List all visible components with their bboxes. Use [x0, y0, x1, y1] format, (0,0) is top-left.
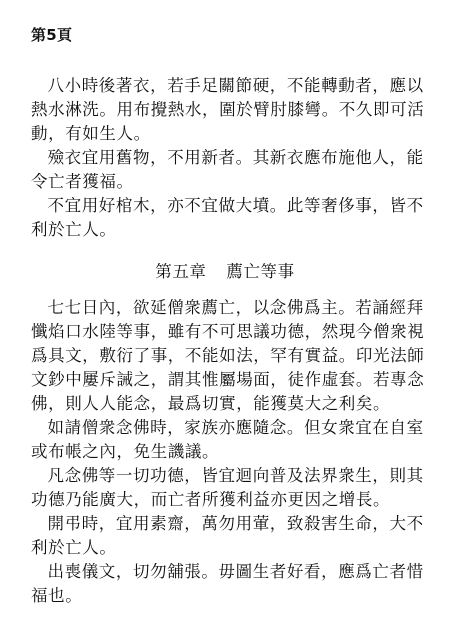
paragraph-coffin: 不宜用好棺木，亦不宜做大墳。此等奢侈事，皆不利於亡人。 — [31, 196, 424, 239]
page-number: 第5頁 — [31, 26, 73, 44]
chapter-number: 第五章 — [155, 262, 207, 281]
paragraph-memorial: 開弔時，宜用素齋，萬勿用葷，致殺害生命，大不利於亡人。 — [31, 514, 424, 557]
paragraph-dressing: 八小時後著衣，若手足關節硬，不能轉動者，應以熱水淋洗。用布攪熱水，圍於臂肘膝彎。不久即可活動，有如生人。 — [31, 76, 425, 143]
paragraph-recitation: 七七日內，欲延僧衆薦亡，以念佛爲主。若誦經拜懺焰口水陸等事，雖有不可思議功德，然現今僧衆視爲具文，敷衍了事，不能如法，罕有實益。印光法師文鈔中屢斥誡之，謂其惟屬場面，徒作虛套。若專念佛，則人人能念，最爲切實，能獲莫大之利矣。 — [31, 298, 425, 413]
chapter-title-text: 薦亡等事 — [226, 262, 295, 281]
paragraph-family-chanting: 如請僧衆念佛時，家族亦應隨念。但女衆宜在自室或布帳之內，免生譏議。 — [31, 418, 424, 461]
paragraph-burial-clothes: 殮衣宜用舊物，不用新者。其新衣應布施他人，能令亡者獲福。 — [31, 148, 424, 191]
paragraph-funeral-procession: 出喪儀文，切勿舖張。毋圖生者好看，應爲亡者惜福也。 — [31, 562, 424, 605]
chapter-heading — [0, 258, 450, 282]
paragraph-dedication: 凡念佛等一切功德，皆宜迴向普及法界衆生，則其功德乃能廣大，而亡者所獲利益亦更因之增長。 — [31, 466, 424, 509]
